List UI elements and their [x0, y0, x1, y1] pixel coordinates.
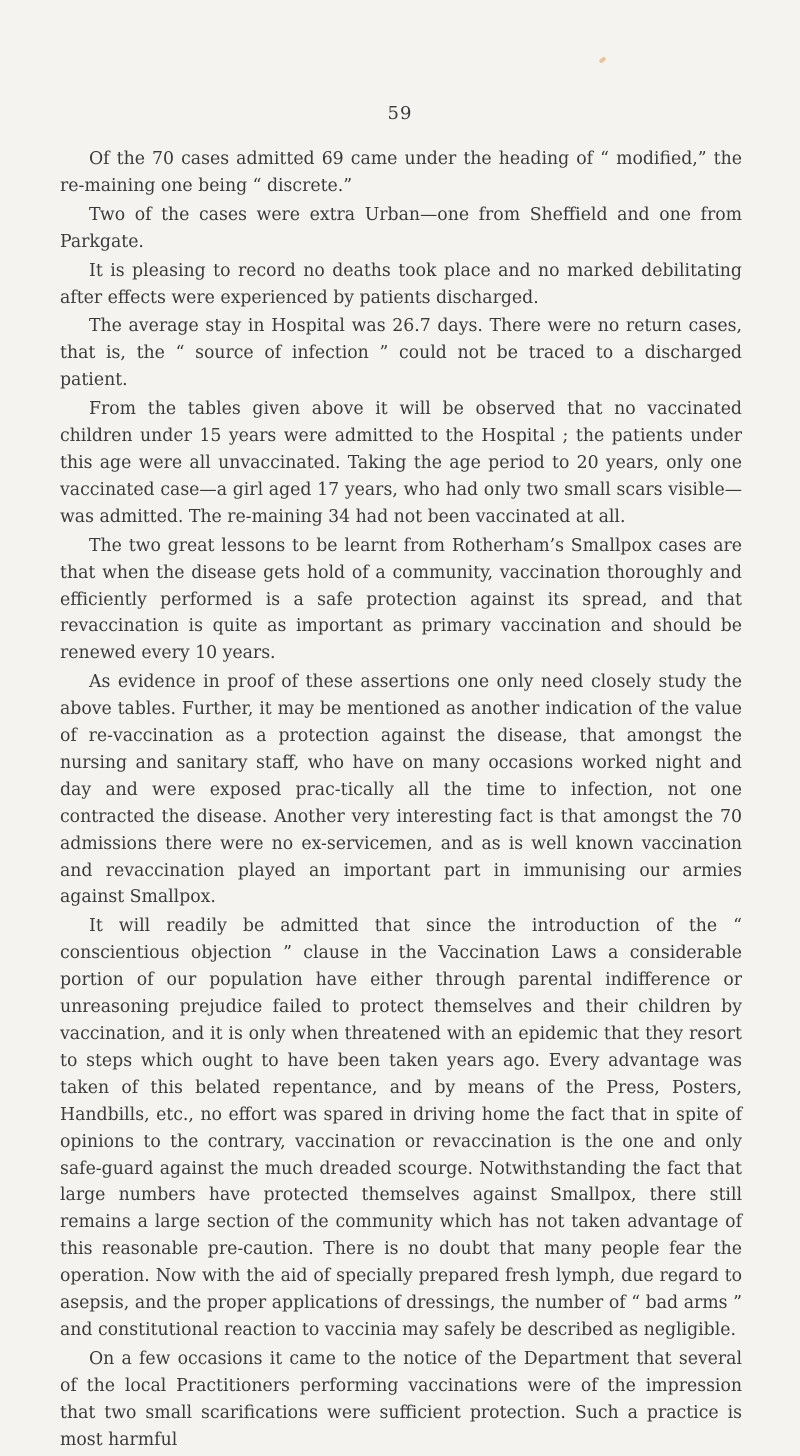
paragraph: From the tables given above it will be observed that no vaccinated children under 15 years were admitted to the Hospital ; the patients under this age were all unvaccinated. Taking the age period to 20 years, only one vaccinated case—a girl aged 17 years, who had only two small scars visible—was admitted. The re-maining 34 had not been vaccinated at all.: [60, 399, 742, 527]
paragraph: Two of the cases were extra Urban—one from Sheffield and one from Parkgate.: [60, 204, 742, 252]
paragraph: On a few occasions it came to the notice of the Department that several of the local Practitioners performing vaccinations were of the impression that two small scarifications were sufficient protection. Such a practice is most harmful: [60, 1348, 742, 1450]
paragraph: It will readily be admitted that since the introduction of the “ conscientious objection ” clause in the Vaccination Laws a considerable portion of our population have either through parental indifference or unreasoning prejudice failed to protect themselves and their children by vaccination, and it is only when threatened with an epidemic that they resort to steps which ought to have been taken years ago. Every advantage was taken of this belated repentance, and by means of the Press, Posters, Handbills, etc., no effort was spared in driving home the fact that in spite of opinions to the contrary, vaccination or revaccination is the one and only safe-guard against the much dreaded scourge. Notwithstanding the fact that large numbers have protected themselves against Smallpox, there still remains a large section of the community which has not taken advantage of this reasonable pre-caution. There is no doubt that many people fear the operation. Now with the aid of specially prepared fresh lymph, due regard to asepsis, and the proper applications of dressings, the number of “ bad arms ” and constitutional reaction to vaccinia may safely be described as negligible.: [60, 916, 742, 1340]
paragraph: The two great lessons to be learnt from Rotherham’s Smallpox cases are that when the disease gets hold of a community, vaccination thoroughly and efficiently performed is a safe protection against its spread, and that revaccination is quite as important as primary vaccination and should be renewed every 10 years.: [60, 535, 742, 664]
body-text: [60, 146, 742, 1456]
paragraph: Of the 70 cases admitted 69 came under the heading of “ modified,” the re-maining one being “ discrete.”: [60, 149, 742, 196]
paragraph: It is pleasing to record no deaths took place and no marked debilitating after effects were experienced by patients discharged.: [60, 260, 742, 308]
paper-mark: [599, 56, 607, 64]
paragraph: The average stay in Hospital was 26.7 days. There were no return cases, that is, the “ source of infection ” could not be traced to a discharged patient.: [60, 316, 742, 391]
paragraph: As evidence in proof of these assertions one only need closely study the above tables. Further, it may be mentioned as another indication of the value of re-vaccination as a protection against the disease, that amongst the nursing and sanitary staff, who have on many occasions worked night and day and were exposed prac-tically all the time to infection, not one contracted the disease. Another very interesting fact is that amongst the 70 admissions there were no ex-servicemen, and as is well known vaccination and revaccination played an important part in immunising our armies against Smallpox.: [60, 672, 742, 908]
page-number: 59: [387, 103, 413, 124]
